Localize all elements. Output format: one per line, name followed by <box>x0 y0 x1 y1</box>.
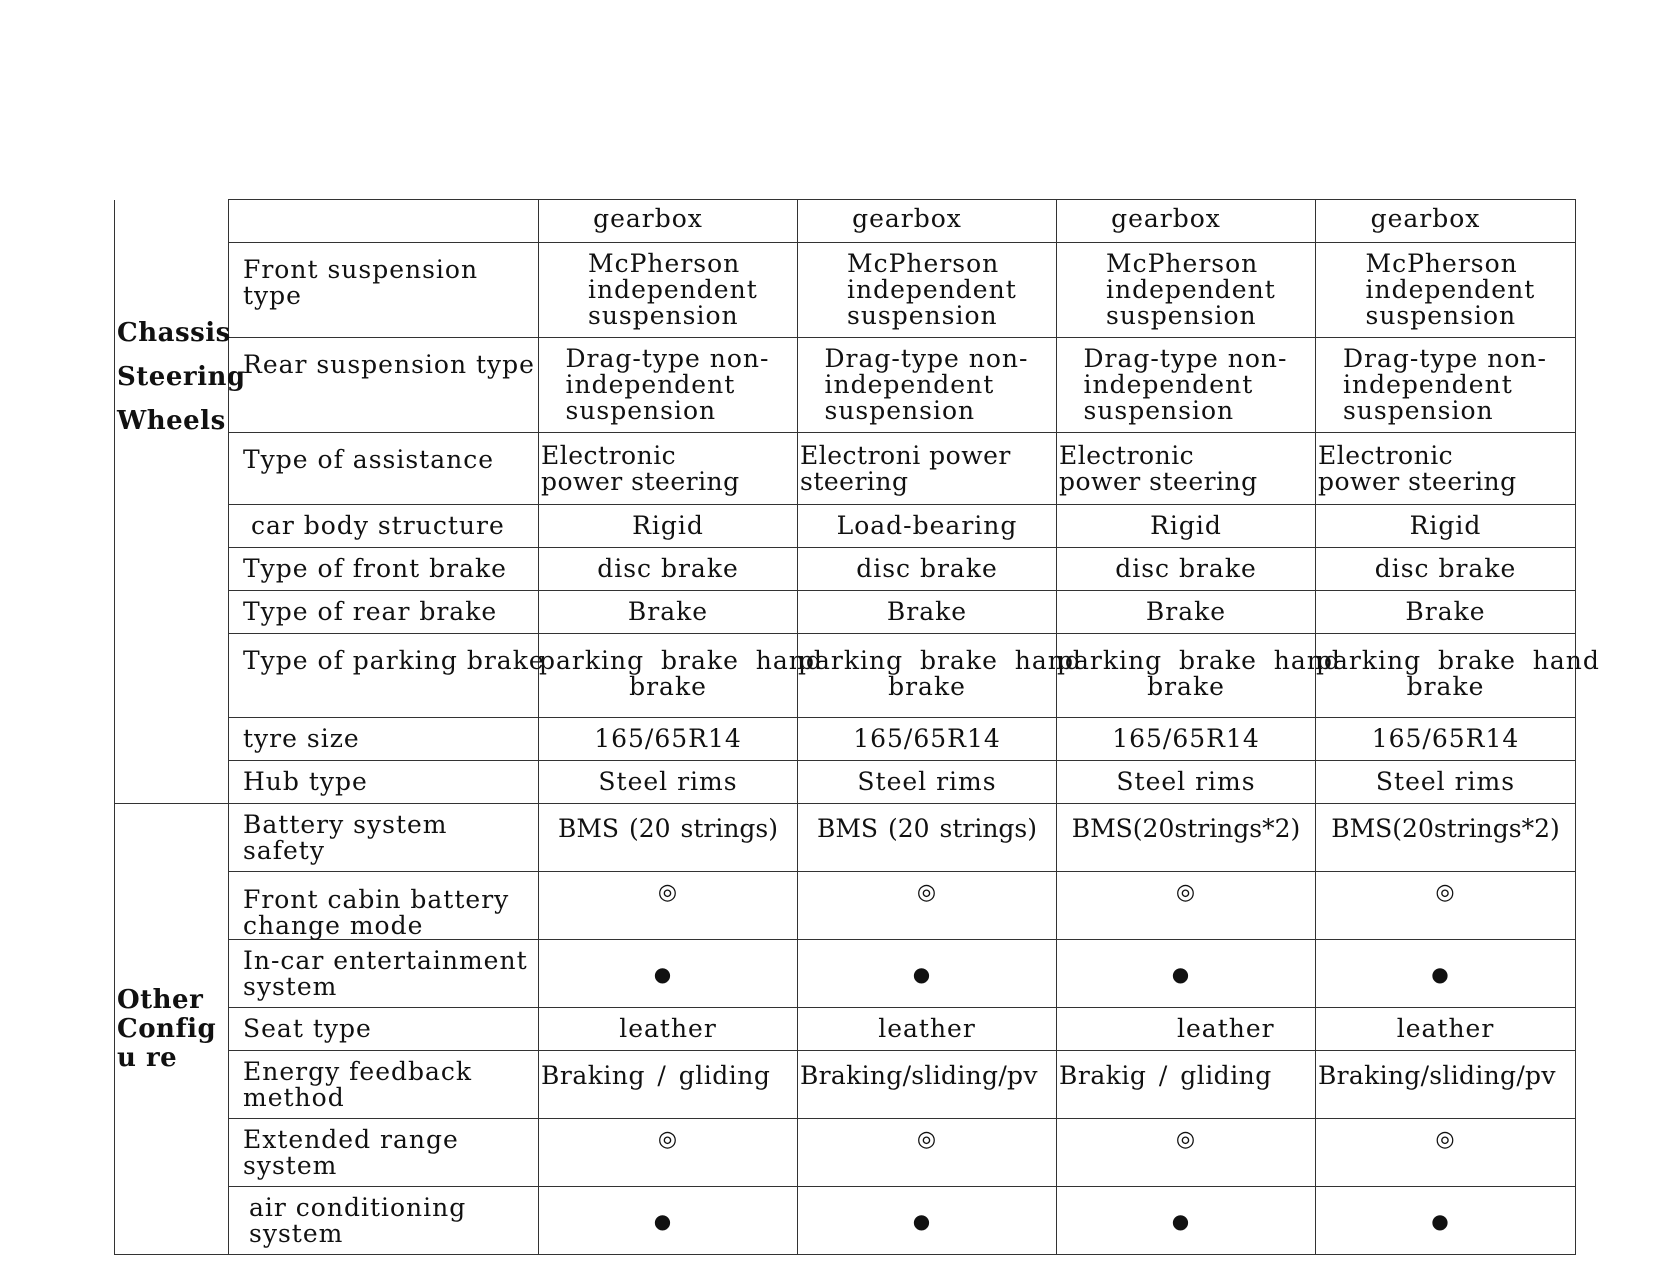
group-label-other: Other Configu re <box>115 804 229 1255</box>
filled-dot-icon: ● <box>653 962 673 986</box>
double-circle-icon: ◎ <box>657 1127 679 1152</box>
filled-dot-icon: ● <box>1171 1209 1191 1233</box>
cell-value <box>1057 1187 1316 1255</box>
table-row <box>115 718 1576 761</box>
cell-value <box>1316 940 1576 1008</box>
row-label-parking-brake: Type of parking brake <box>229 634 539 718</box>
double-circle-icon: ◎ <box>1175 880 1197 905</box>
header-col-1: gearbox <box>539 200 798 243</box>
table-row <box>115 505 1576 548</box>
row-label-extended-range: Extended range system <box>229 1119 539 1187</box>
header-empty-cell <box>229 200 539 243</box>
cell-value <box>1057 872 1316 940</box>
cell-value: leather <box>539 1008 798 1051</box>
filled-dot-icon: ● <box>1431 1209 1450 1233</box>
configuration-table <box>114 199 1600 1255</box>
cell-value: Drag-type non-independent suspension <box>1057 338 1316 433</box>
cell-value: BMS (20 strings) <box>798 804 1057 872</box>
row-label-energy-feedback: Energy feedback method <box>229 1051 539 1119</box>
row-label-front-brake: Type of front brake <box>229 548 539 591</box>
cell-value: leather <box>798 1008 1057 1051</box>
table-row <box>115 548 1576 591</box>
cell-value: Load-bearing <box>798 505 1057 548</box>
cell-value: leather <box>1316 1008 1576 1051</box>
double-circle-icon: ◎ <box>1435 1127 1456 1152</box>
filled-dot-icon: ● <box>1171 962 1191 986</box>
cell-value: leather <box>1057 1008 1316 1051</box>
cell-value: Brakig / gliding <box>1057 1051 1316 1119</box>
row-label-front-cabin: Front cabin battery change mode <box>229 872 539 940</box>
header-col-2: gearbox <box>798 200 1057 243</box>
row-label-air-conditioning: air conditioning system <box>229 1187 539 1255</box>
cell-value: Steel rims <box>798 761 1057 804</box>
spec-sheet <box>114 199 1600 1251</box>
cell-value: Rigid <box>1316 505 1576 548</box>
group-label-chassis: Chassis Steering Wheels <box>115 200 229 804</box>
cell-value: BMS(20strings*2) <box>1057 804 1316 872</box>
cell-value <box>798 1187 1057 1255</box>
cell-value <box>798 872 1057 940</box>
table-row <box>115 634 1576 718</box>
double-circle-icon: ◎ <box>1435 880 1456 905</box>
row-label-rear-suspension: Rear suspension type <box>229 338 539 433</box>
header-col-4: gearbox <box>1316 200 1576 243</box>
cell-value: Steel rims <box>1316 761 1576 804</box>
table-row <box>115 338 1576 433</box>
cell-value <box>1316 1187 1576 1255</box>
row-label-front-suspension: Front suspension type <box>229 243 539 338</box>
table-row <box>115 761 1576 804</box>
cell-value: McPherson independent suspension <box>1316 243 1576 338</box>
cell-value: Electroni power steering <box>798 433 1057 505</box>
table-row <box>115 1187 1576 1255</box>
table-row <box>115 940 1576 1008</box>
double-circle-icon: ◎ <box>916 1127 938 1152</box>
cell-value <box>798 940 1057 1008</box>
cell-value: McPherson independent suspension <box>1057 243 1316 338</box>
cell-value: parking brake hand brake <box>1316 634 1576 718</box>
table-row <box>115 591 1576 634</box>
table-row <box>115 1051 1576 1119</box>
row-label-assistance: Type of assistance <box>229 433 539 505</box>
table-row <box>115 243 1576 338</box>
row-label-body: car body structure <box>229 505 539 548</box>
table-row <box>115 1119 1576 1187</box>
filled-dot-icon: ● <box>653 1209 673 1233</box>
cell-value <box>539 872 798 940</box>
cell-value: 165/65R14 <box>539 718 798 761</box>
table-row <box>115 1008 1576 1051</box>
row-label-entertainment: In-car entertainment system <box>229 940 539 1008</box>
table-row <box>115 433 1576 505</box>
cell-value: Electronic power steering <box>1057 433 1316 505</box>
cell-value: disc brake <box>1316 548 1576 591</box>
cell-value: Drag-type non-independent suspension <box>539 338 798 433</box>
filled-dot-icon: ● <box>912 1209 932 1233</box>
cell-value: parking brake hand brake <box>1057 634 1316 718</box>
cell-value: Braking/sliding/pv <box>798 1051 1057 1119</box>
filled-dot-icon: ● <box>912 962 932 986</box>
header-col-3: gearbox <box>1057 200 1316 243</box>
cell-value: Brake <box>539 591 798 634</box>
cell-value: Steel rims <box>1057 761 1316 804</box>
row-label-seat-type: Seat type <box>229 1008 539 1051</box>
table-row <box>115 804 1576 872</box>
cell-value: parking brake hand brake <box>798 634 1057 718</box>
table-row <box>115 872 1576 940</box>
cell-value <box>539 1187 798 1255</box>
cell-value: McPherson independent suspension <box>539 243 798 338</box>
cell-value: Brake <box>1057 591 1316 634</box>
cell-value: Electronic power steering <box>1316 433 1576 505</box>
cell-value: Braking / gliding <box>539 1051 798 1119</box>
cell-value: Steel rims <box>539 761 798 804</box>
cell-value <box>1057 1119 1316 1187</box>
double-circle-icon: ◎ <box>657 880 679 905</box>
row-label-rear-brake: Type of rear brake <box>229 591 539 634</box>
cell-value: Brake <box>1316 591 1576 634</box>
cell-value <box>539 1119 798 1187</box>
cell-value: parking brake hand brake <box>539 634 798 718</box>
cell-value: BMS(20strings*2) <box>1316 804 1576 872</box>
double-circle-icon: ◎ <box>1175 1127 1197 1152</box>
cell-value: Drag-type non-independent suspension <box>1316 338 1576 433</box>
cell-value <box>798 1119 1057 1187</box>
table-row <box>115 200 1576 243</box>
cell-value <box>1057 940 1316 1008</box>
cell-value: disc brake <box>1057 548 1316 591</box>
cell-value: BMS (20 strings) <box>539 804 798 872</box>
filled-dot-icon: ● <box>1431 962 1450 986</box>
row-label-tyre-size: tyre size <box>229 718 539 761</box>
cell-value: disc brake <box>798 548 1057 591</box>
cell-value: Braking/sliding/pv <box>1316 1051 1576 1119</box>
cell-value <box>1316 872 1576 940</box>
cell-value: Electronic power steering <box>539 433 798 505</box>
cell-value: 165/65R14 <box>1057 718 1316 761</box>
cell-value: Rigid <box>1057 505 1316 548</box>
cell-value: disc brake <box>539 548 798 591</box>
row-label-hub-type: Hub type <box>229 761 539 804</box>
cell-value: 165/65R14 <box>1316 718 1576 761</box>
cell-value <box>539 940 798 1008</box>
row-label-battery-safety: Battery system safety <box>229 804 539 872</box>
cell-value: McPherson independent suspension <box>798 243 1057 338</box>
cell-value: Brake <box>798 591 1057 634</box>
cell-value <box>1316 1119 1576 1187</box>
cell-value: Drag-type non-independent suspension <box>798 338 1057 433</box>
cell-value: Rigid <box>539 505 798 548</box>
double-circle-icon: ◎ <box>916 880 938 905</box>
cell-value: 165/65R14 <box>798 718 1057 761</box>
